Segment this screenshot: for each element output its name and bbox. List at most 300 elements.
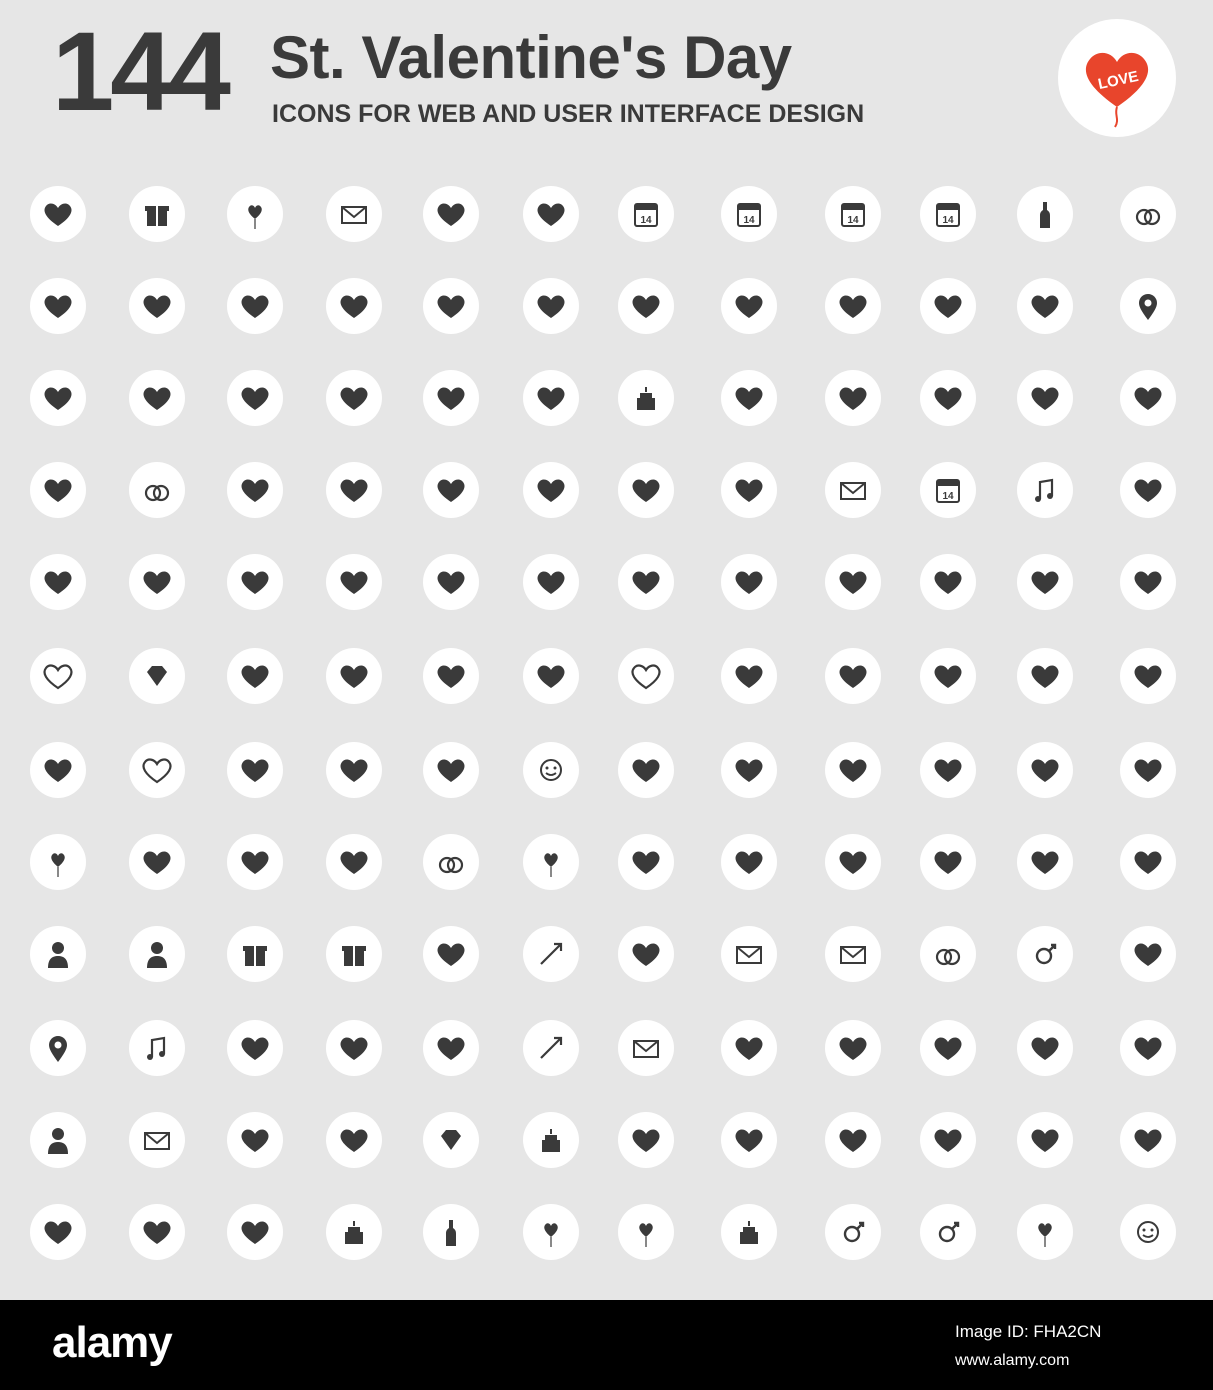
heart-id-card-icon: [920, 278, 976, 334]
heart-printer-icon: [423, 278, 479, 334]
cupcake-glyph: [523, 1112, 579, 1168]
male-symbol-icon: [825, 1204, 881, 1260]
heart-key-glyph: [227, 834, 283, 890]
linked-hearts-glyph: [523, 648, 579, 704]
heart-notebook-glyph: [1017, 1020, 1073, 1076]
heart-tshirt-glyph: [326, 1112, 382, 1168]
gift-box-glyph: [326, 926, 382, 982]
calendar-14-icon: [721, 186, 777, 242]
two-hearts-glyph: [227, 742, 283, 798]
heart-smartphone-chat-glyph: [825, 1112, 881, 1168]
heart-search-glyph: [721, 370, 777, 426]
heart-cursor-icon: [721, 554, 777, 610]
teddy-bear-icon: [30, 186, 86, 242]
heart-flame-glyph: [326, 834, 382, 890]
heart-pulse-glyph: [1120, 554, 1176, 610]
heart-ribbon-icon: [227, 1204, 283, 1260]
heart-card-icon: [721, 1112, 777, 1168]
heart-wings-glyph: [326, 742, 382, 798]
heart-tablet-glyph: [129, 370, 185, 426]
heart-clock-glyph: [618, 462, 674, 518]
small-hearts-glyph: [30, 278, 86, 334]
calendar-14-glyph: [618, 186, 674, 242]
heart-remove-glyph: [721, 834, 777, 890]
heart-icon: [1017, 370, 1073, 426]
heart-mug-icon: [721, 1020, 777, 1076]
candle-glyph: [618, 370, 674, 426]
gift-box-icon: [326, 926, 382, 982]
champagne-bottle-glyph: [423, 1204, 479, 1260]
heart-arms-glyph: [423, 742, 479, 798]
heart-pulse-glyph: [1120, 370, 1176, 426]
heart-gift-box-icon: [129, 186, 185, 242]
female-symbol-icon: [920, 1204, 976, 1260]
heart-gear-icon: [326, 370, 382, 426]
calendar-14-glyph: [721, 186, 777, 242]
love-letter-icon: [129, 1112, 185, 1168]
broken-heart-icon: [423, 370, 479, 426]
page-title: St. Valentine's Day: [270, 24, 792, 91]
heart-dots-icon: [825, 648, 881, 704]
heart-ribbon-glyph: [227, 1204, 283, 1260]
heart-house-glyph: [326, 1020, 382, 1076]
calendar-heart-icon: [920, 186, 976, 242]
heart-balloons-glyph: [523, 834, 579, 890]
man-heart-glyph: [30, 926, 86, 982]
cake-icon: [721, 1204, 777, 1260]
heart-ring-glyph: [423, 834, 479, 890]
heart-bones-icon: [326, 648, 382, 704]
bouquet-glyph: [920, 1112, 976, 1168]
bow-glyph: [423, 926, 479, 982]
love-letter-glyph: [326, 186, 382, 242]
heart-key-icon: [227, 1020, 283, 1076]
heart-lock-icon: [326, 462, 382, 518]
heart-keyhole-glyph: [825, 834, 881, 890]
love-letter-glyph: [721, 926, 777, 982]
heart-arrow-right-icon: [618, 554, 674, 610]
heart-minus-glyph: [920, 648, 976, 704]
love-letter-glyph: [825, 926, 881, 982]
couple-icon: [30, 1112, 86, 1168]
heart-home-icon: [721, 462, 777, 518]
heart-notebook-icon: [1017, 1020, 1073, 1076]
love-letter-icon: [721, 926, 777, 982]
heart-ribbon-glyph: [1017, 742, 1073, 798]
heart-gear-icon: [523, 462, 579, 518]
music-note-icon: [129, 1020, 185, 1076]
calendar-14-icon: [618, 186, 674, 242]
heart-lock-icon: [227, 462, 283, 518]
heart-music-icon: [1017, 462, 1073, 518]
heart-search-icon: [423, 462, 479, 518]
heart-gears-icon: [423, 186, 479, 242]
svg-text:14: 14: [640, 215, 652, 226]
cupcake-icon: [523, 1112, 579, 1168]
cake-glyph: [721, 1204, 777, 1260]
heart-camcorder-icon: [523, 278, 579, 334]
heart-glyph: [129, 1204, 185, 1260]
wedding-rings-icon: [920, 926, 976, 982]
arrow-glyph: [523, 1020, 579, 1076]
heart-stripes-icon: [129, 554, 185, 610]
heart-add-icon: [618, 834, 674, 890]
smiley-glyph: [1120, 1204, 1176, 1260]
svg-text:14: 14: [847, 215, 859, 226]
love-letter-icon: [618, 1020, 674, 1076]
calendar-heart-icon: [825, 186, 881, 242]
hearts-scatter-glyph: [523, 554, 579, 610]
heart-camera-glyph: [618, 278, 674, 334]
heart-dots-glyph: [825, 648, 881, 704]
heart-key-glyph: [227, 1020, 283, 1076]
heart-puzzle-icon: [129, 278, 185, 334]
speaker-icon: [1120, 1112, 1176, 1168]
heart-rings-icon: [129, 462, 185, 518]
toast-glasses-glyph: [1120, 1020, 1176, 1076]
heart-patch-icon: [129, 834, 185, 890]
heart-flame-icon: [326, 834, 382, 890]
page-subtitle: ICONS FOR WEB AND USER INTERFACE DESIGN: [272, 100, 865, 128]
smiley-icon: [1120, 1204, 1176, 1260]
heart-icon: [129, 1204, 185, 1260]
heart-pin-glyph: [1120, 278, 1176, 334]
bow-arrow-glyph: [523, 926, 579, 982]
woman-heart-icon: [129, 926, 185, 982]
heart-add-glyph: [618, 834, 674, 890]
heart-puzzle-glyph: [129, 278, 185, 334]
heart-balloon-glyph: [523, 1204, 579, 1260]
heart-globe-glyph: [1120, 648, 1176, 704]
heart-plus-icon: [1017, 554, 1073, 610]
heart-laptop-glyph: [30, 370, 86, 426]
heart-smile-icon: [523, 742, 579, 798]
heart-outline-double-glyph: [129, 742, 185, 798]
heart-mug-glyph: [721, 1020, 777, 1076]
love-letter-icon: [825, 926, 881, 982]
arrow-icon: [523, 1020, 579, 1076]
bouquet-icon: [920, 1112, 976, 1168]
heart-face-icon: [1017, 834, 1073, 890]
heart-diamond-glyph: [129, 648, 185, 704]
music-note-glyph: [129, 1020, 185, 1076]
heart-wings-icon: [721, 648, 777, 704]
balloons-icon: [618, 1204, 674, 1260]
linked-hearts-icon: [523, 648, 579, 704]
heart-remove-icon: [721, 834, 777, 890]
two-hearts-icon: [227, 742, 283, 798]
heart-minus-glyph: [920, 554, 976, 610]
heart-smartphone-chat-icon: [825, 1112, 881, 1168]
champagne-bottle-icon: [423, 1204, 479, 1260]
perfume-icon: [227, 1112, 283, 1168]
gender-symbols-icon: [1017, 926, 1073, 982]
heart-tshirt-icon: [326, 1112, 382, 1168]
heart-balloon-icon: [30, 834, 86, 890]
guitar-glyph: [30, 1204, 86, 1260]
watermark-footer: [0, 1300, 1213, 1390]
heart-bones-glyph: [326, 648, 382, 704]
cocktail-glyph: [1120, 926, 1176, 982]
heart-pen-glyph: [523, 186, 579, 242]
bow-icon: [423, 926, 479, 982]
couple-glyph: [30, 1112, 86, 1168]
heart-balloon-glyph: [30, 834, 86, 890]
heart-outline-icon: [30, 648, 86, 704]
heart-padlock-icon: [227, 278, 283, 334]
heart-pin-glyph: [30, 1020, 86, 1076]
love-letter-icon: [326, 186, 382, 242]
champagne-glasses-glyph: [1017, 186, 1073, 242]
heart-stripes-icon: [326, 554, 382, 610]
love-letter-glyph: [618, 1020, 674, 1076]
heart-chat-icon: [1120, 462, 1176, 518]
heart-pulse-icon: [1120, 554, 1176, 610]
broken-heart-glyph: [825, 370, 881, 426]
heart-delete-icon: [523, 370, 579, 426]
heart-mail-glyph: [825, 462, 881, 518]
heart-edit-icon: [1017, 278, 1073, 334]
heart-delete-glyph: [523, 370, 579, 426]
heart-face-icon: [920, 834, 976, 890]
heart-stripes-glyph: [326, 554, 382, 610]
candles-glyph: [326, 1204, 382, 1260]
heart-laptop-icon: [30, 370, 86, 426]
heart-split-glyph: [920, 742, 976, 798]
heart-minus-icon: [920, 648, 976, 704]
heart-smartphone-icon: [423, 1020, 479, 1076]
alamy-wordmark: alamy: [52, 1318, 172, 1367]
heart-chat-icon: [721, 278, 777, 334]
heart-locks-glyph: [30, 554, 86, 610]
love-balloon-icon: [227, 186, 283, 242]
heart-bandaid-glyph: [227, 648, 283, 704]
toast-glasses-icon: [1120, 1020, 1176, 1076]
heart-outline-glyph: [618, 648, 674, 704]
female-symbol-glyph: [920, 1204, 976, 1260]
heart-edit-glyph: [1017, 278, 1073, 334]
heart-halo-icon: [825, 742, 881, 798]
svg-text:14: 14: [942, 491, 954, 502]
svg-text:14: 14: [743, 215, 755, 226]
heart-mail-icon: [825, 462, 881, 518]
broken-heart-glyph: [423, 370, 479, 426]
heart-camera-icon: [618, 278, 674, 334]
calendar-heart-glyph: [825, 186, 881, 242]
gender-symbols-glyph: [1017, 926, 1073, 982]
heart-face-glyph: [1017, 834, 1073, 890]
padlock-heart-glyph: [423, 648, 479, 704]
love-letter-glyph: [129, 1112, 185, 1168]
candles-icon: [326, 1204, 382, 1260]
heart-balloon-icon: [523, 1204, 579, 1260]
two-hearts-glyph: [825, 554, 881, 610]
heart-phone-chat-icon: [227, 370, 283, 426]
heart-hand-glyph: [920, 1020, 976, 1076]
love-balloon-glyph: [227, 186, 283, 242]
male-symbol-glyph: [825, 1204, 881, 1260]
heart-lock-glyph: [326, 462, 382, 518]
bow-arrow-icon: [523, 926, 579, 982]
small-hearts-icon: [30, 278, 86, 334]
heart-rings-glyph: [129, 462, 185, 518]
heart-gear-glyph: [326, 370, 382, 426]
heart-home-glyph: [721, 462, 777, 518]
heart-gift-box-glyph: [129, 186, 185, 242]
heart-pixel-icon: [423, 554, 479, 610]
icon-count: 144: [52, 9, 227, 134]
heart-calendar-icon: [920, 462, 976, 518]
heart-wings-icon: [326, 742, 382, 798]
heart-flower-glyph: [326, 278, 382, 334]
gift-box-glyph: [227, 926, 283, 982]
heart-chat-glyph: [1120, 462, 1176, 518]
heart-pin-icon: [30, 1020, 86, 1076]
diamond-ring-icon: [1120, 186, 1176, 242]
heart-smartphone-glyph: [423, 1020, 479, 1076]
heart-pulse-icon: [1120, 370, 1176, 426]
heart-tablet-icon: [129, 370, 185, 426]
heart-arrow-right-glyph: [618, 554, 674, 610]
heart-music-glyph: [1017, 462, 1073, 518]
heart-magnifier-icon: [618, 1112, 674, 1168]
image-id: Image ID: FHA2CN: [955, 1322, 1102, 1341]
heart-wings-glyph: [721, 648, 777, 704]
champagne-glasses-icon: [1017, 186, 1073, 242]
heart-tv-icon: [825, 278, 881, 334]
heart-tshirt-glyph: [825, 1020, 881, 1076]
heart-diamond-icon: [129, 648, 185, 704]
heart-stripes-icon: [227, 554, 283, 610]
heart-devil-icon: [721, 742, 777, 798]
balloons-glyph: [618, 1204, 674, 1260]
heart-plus-glyph: [1017, 554, 1073, 610]
heart-padlock-glyph: [227, 278, 283, 334]
heart-fire-icon: [30, 462, 86, 518]
diamond-glyph: [423, 1112, 479, 1168]
heart-balloon-icon: [1017, 1204, 1073, 1260]
heart-halo-glyph: [825, 742, 881, 798]
two-hearts-icon: [825, 554, 881, 610]
heart-lock-glyph: [227, 462, 283, 518]
woman-heart-glyph: [129, 926, 185, 982]
wedding-rings-glyph: [920, 926, 976, 982]
heart-speech-glyph: [1120, 834, 1176, 890]
heart-bandaid-icon: [227, 648, 283, 704]
guitar-icon: [30, 1204, 86, 1260]
gift-box-icon: [227, 926, 283, 982]
speaker-glyph: [1120, 1112, 1176, 1168]
heart-arms-icon: [423, 742, 479, 798]
svg-text:14: 14: [942, 215, 954, 226]
heart-arrow-icon: [920, 370, 976, 426]
heart-hand-icon: [920, 1020, 976, 1076]
man-heart-icon: [30, 926, 86, 982]
heart-chat-glyph: [721, 278, 777, 334]
heart-pen-icon: [523, 186, 579, 242]
heart-tv-glyph: [825, 278, 881, 334]
heart-pixel-glyph: [423, 554, 479, 610]
heart-flower-icon: [326, 278, 382, 334]
heart-smile-glyph: [523, 742, 579, 798]
heart-star-icon: [1120, 742, 1176, 798]
heart-bow-glyph: [618, 742, 674, 798]
microphone-icon: [1017, 1112, 1073, 1168]
heart-minus-icon: [920, 554, 976, 610]
heart-keyhole-icon: [825, 834, 881, 890]
perfume-glyph: [227, 1112, 283, 1168]
heart-card-glyph: [721, 1112, 777, 1168]
broken-heart-icon: [825, 370, 881, 426]
heart-ribbon-icon: [1017, 742, 1073, 798]
heart-patch-icon: [30, 742, 86, 798]
heart-cursor-glyph: [721, 554, 777, 610]
heart-bow-icon: [618, 742, 674, 798]
heart-gears-glyph: [423, 186, 479, 242]
heart-face-glyph: [920, 834, 976, 890]
heart-stripes-glyph: [129, 554, 185, 610]
heart-id-card-glyph: [920, 278, 976, 334]
heart-plus-glyph: [1017, 648, 1073, 704]
heart-pin-icon: [1120, 278, 1176, 334]
calendar-heart-glyph: [920, 186, 976, 242]
bouquet-icon: [618, 926, 674, 982]
heart-printer-glyph: [423, 278, 479, 334]
heart-devil-glyph: [721, 742, 777, 798]
heart-clock-icon: [618, 462, 674, 518]
diamond-ring-glyph: [1120, 186, 1176, 242]
microphone-glyph: [1017, 1112, 1073, 1168]
heart-star-glyph: [1120, 742, 1176, 798]
candle-icon: [618, 370, 674, 426]
heart-tshirt-icon: [825, 1020, 881, 1076]
watermark-url: www.alamy.com: [955, 1352, 1070, 1369]
heart-search-icon: [721, 370, 777, 426]
heart-arrow-glyph: [920, 370, 976, 426]
heart-gear-glyph: [523, 462, 579, 518]
heart-fire-glyph: [30, 462, 86, 518]
heart-patch-glyph: [30, 742, 86, 798]
badge-text: LOVE: [1096, 67, 1141, 94]
heart-ring-icon: [423, 834, 479, 890]
teddy-bear-glyph: [30, 186, 86, 242]
heart-stripes-glyph: [227, 554, 283, 610]
heart-magnifier-glyph: [618, 1112, 674, 1168]
heart-locks-icon: [30, 554, 86, 610]
heart-house-icon: [326, 1020, 382, 1076]
hearts-scatter-icon: [523, 554, 579, 610]
heart-outline-icon: [618, 648, 674, 704]
heart-balloon-glyph: [1017, 1204, 1073, 1260]
heart-globe-icon: [1120, 648, 1176, 704]
heart-outline-double-icon: [129, 742, 185, 798]
heart-patch-glyph: [129, 834, 185, 890]
heart-key-icon: [227, 834, 283, 890]
heart-phone-chat-glyph: [227, 370, 283, 426]
heart-glyph: [1017, 370, 1073, 426]
heart-split-icon: [920, 742, 976, 798]
heart-camcorder-glyph: [523, 278, 579, 334]
heart-search-glyph: [423, 462, 479, 518]
heart-speech-icon: [1120, 834, 1176, 890]
bouquet-glyph: [618, 926, 674, 982]
heart-calendar-glyph: [920, 462, 976, 518]
cocktail-icon: [1120, 926, 1176, 982]
heart-plus-icon: [1017, 648, 1073, 704]
heart-balloons-icon: [523, 834, 579, 890]
diamond-icon: [423, 1112, 479, 1168]
padlock-heart-icon: [423, 648, 479, 704]
